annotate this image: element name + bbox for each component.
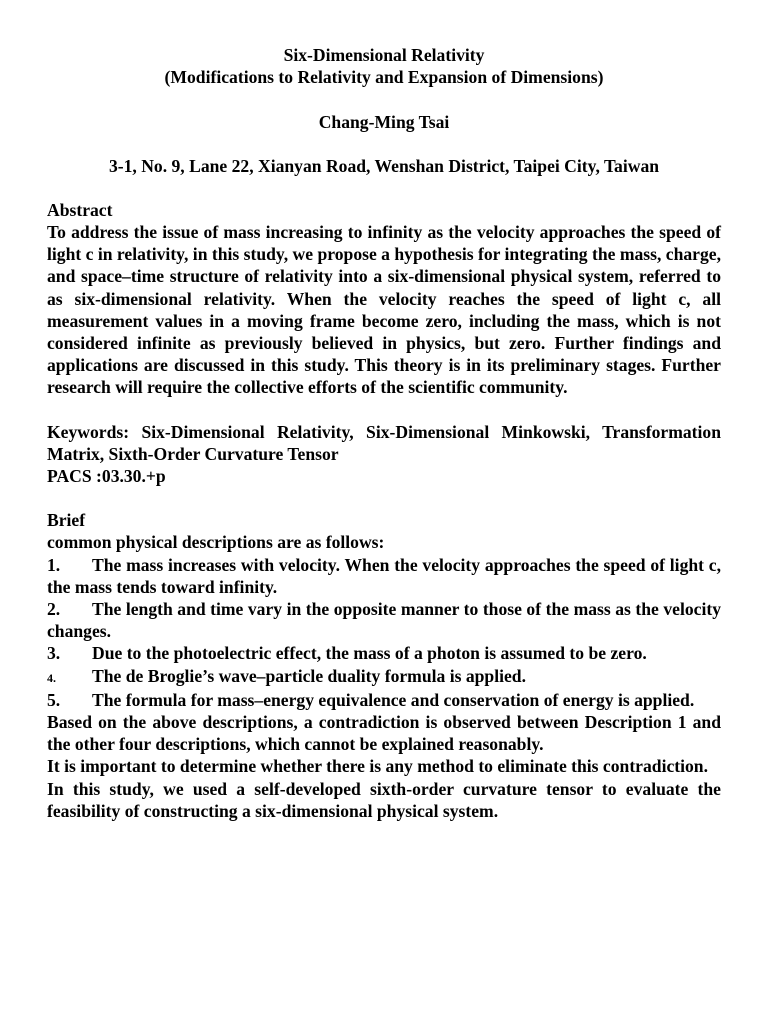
abstract-heading: Abstract: [47, 199, 113, 220]
list-item-number: 1.: [47, 554, 61, 575]
list-item-text: The length and time vary in the opposite manner to those of the mass as the velocity changes.: [47, 599, 721, 642]
list-item: [47, 642, 721, 664]
body-paragraph: In this study, we used a self-developed sixth-order curvature tensor to evaluate the feasibility of constructing a six-dimensional physical system.: [47, 778, 721, 821]
list-item: [47, 689, 721, 711]
brief-heading: Brief: [47, 510, 86, 531]
list-item: [47, 554, 721, 598]
list-item-number: 3.: [47, 643, 61, 664]
author-address: 3-1, No. 9, Lane 22, Xianyan Road, Wenshan District, Taipei City, Taiwan: [108, 155, 660, 176]
list-item-text: The de Broglie’s wave–particle duality formula is applied.: [92, 665, 526, 686]
paper-title: [47, 44, 721, 88]
list-item-number: 2.: [47, 599, 61, 620]
body-paragraph: Based on the above descriptions, a contradiction is observed between Description 1 and the other four descriptions, which cannot be explained reasonably.: [47, 712, 721, 755]
keywords: Keywords: Six-Dimensional Relativity, Six-Dimensional Minkowski, Transformation Matrix, Sixth-Order Curvature Tensor: [47, 421, 721, 464]
paper-page: [47, 44, 721, 822]
title-line-1: Six-Dimensional Relativity: [283, 45, 485, 65]
list-item-text: Due to the photoelectric effect, the mass of a photon is assumed to be zero.: [92, 643, 647, 664]
list-item: [47, 665, 721, 689]
pacs-code: PACS :03.30.+p: [47, 466, 166, 487]
list-item-text: The formula for mass–energy equivalence and conservation of energy is applied.: [92, 689, 695, 710]
author-name: Chang-Ming Tsai: [318, 112, 450, 133]
abstract-text: To address the issue of mass increasing to infinity as the velocity approaches the speed of light c in relativity, in this study, we propose a hypothesis for integrating the mass, charge, and space–time structure of relativity into a six-dimensional physical system, referred to as six-dimensional relativity. When the velocity reaches the speed of light c, all measurement values in a moving frame become zero, including the mass, which is not considered infinite as previously believed in physics, but zero. Further findings and applications are discussed in this study. This theory is in its preliminary stages. Further research will require the collective efforts of the scientific community.: [47, 222, 721, 398]
list-item-number: 5.: [47, 689, 61, 710]
body-paragraph: It is important to determine whether there is any method to eliminate this contradiction.: [47, 756, 708, 777]
list-item: [47, 598, 721, 642]
title-line-2: (Modifications to Relativity and Expansion of Dimensions): [164, 67, 604, 88]
list-item-number: 4.: [47, 670, 56, 685]
list-item-text: The mass increases with velocity. When the velocity approaches the speed of light c, the mass tends toward infinity.: [47, 554, 721, 597]
brief-intro: common physical descriptions are as follows:: [47, 532, 385, 553]
